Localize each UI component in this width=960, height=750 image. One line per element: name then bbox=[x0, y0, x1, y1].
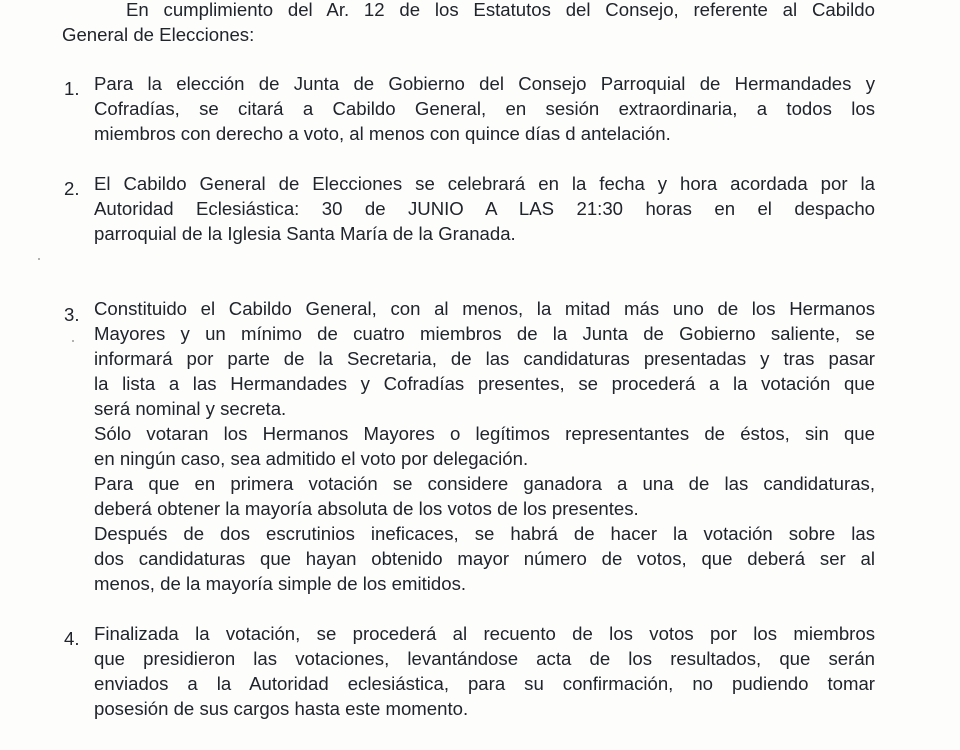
item-3-line-4: la lista a las Hermandades y Cofradías presentes, se procederá a la votación que bbox=[94, 373, 875, 394]
item-4-line-2: que presidieron las votaciones, levantándose acta de los resultados, que serán bbox=[94, 648, 875, 669]
item-3-line-8: Para que en primera votación se considere ganadora a una de las candidaturas, bbox=[94, 473, 875, 494]
item-3-line-1: Constituido el Cabildo General, con al menos, la mitad más uno de los Hermanos bbox=[94, 298, 875, 319]
item-4-number: 4. bbox=[64, 628, 80, 649]
item-3-line-5: será nominal y secreta. bbox=[94, 398, 287, 419]
item-3-number: 3. bbox=[64, 304, 80, 325]
intro-line-2: General de Elecciones: bbox=[62, 24, 255, 45]
item-4-line-4: posesión de sus cargos hasta este momento. bbox=[94, 698, 469, 719]
intro-line-1: En cumplimiento del Ar. 12 de los Estatutos del Consejo, referente al Cabildo bbox=[126, 0, 875, 20]
item-3-line-2: Mayores y un mínimo de cuatro miembros de la Junta de Gobierno saliente, se bbox=[94, 323, 875, 344]
item-1-line-3: miembros con derecho a voto, al menos con quince días d antelación. bbox=[94, 123, 671, 144]
item-1-number: 1. bbox=[64, 78, 80, 99]
item-3-line-12: menos, de la mayoría simple de los emitidos. bbox=[94, 573, 467, 594]
scan-speck bbox=[72, 340, 74, 342]
item-2-line-2: Autoridad Eclesiástica: 30 de JUNIO A LAS 21:30 horas en el despacho bbox=[94, 198, 875, 219]
item-1-line-2: Cofradías, se citará a Cabildo General, en sesión extraordinaria, a todos los bbox=[94, 98, 875, 119]
item-1-line-1: Para la elección de Junta de Gobierno del Consejo Parroquial de Hermandades y bbox=[94, 73, 875, 94]
item-2-line-1: El Cabildo General de Elecciones se celebrará en la fecha y hora acordada por la bbox=[94, 173, 875, 194]
item-3-line-9: deberá obtener la mayoría absoluta de los votos de los presentes. bbox=[94, 498, 639, 519]
scan-speck bbox=[38, 258, 40, 260]
item-3-line-6: Sólo votaran los Hermanos Mayores o legítimos representantes de éstos, sin que bbox=[94, 423, 875, 444]
item-4-line-3: enviados a la Autoridad eclesiástica, para su confirmación, no pudiendo tomar bbox=[94, 673, 875, 694]
item-4-line-1: Finalizada la votación, se procederá al recuento de los votos por los miembros bbox=[94, 623, 875, 644]
item-3-line-7: en ningún caso, sea admitido el voto por delegación. bbox=[94, 448, 529, 469]
item-3-line-10: Después de dos escrutinios ineficaces, se habrá de hacer la votación sobre las bbox=[94, 523, 875, 544]
item-3-line-11: dos candidaturas que hayan obtenido mayor número de votos, que deberá ser al bbox=[94, 548, 875, 569]
item-2-line-3: parroquial de la Iglesia Santa María de la Granada. bbox=[94, 223, 516, 244]
item-2-number: 2. bbox=[64, 178, 80, 199]
item-3-line-3: informará por parte de la Secretaria, de las candidaturas presentadas y tras pasar bbox=[94, 348, 875, 369]
